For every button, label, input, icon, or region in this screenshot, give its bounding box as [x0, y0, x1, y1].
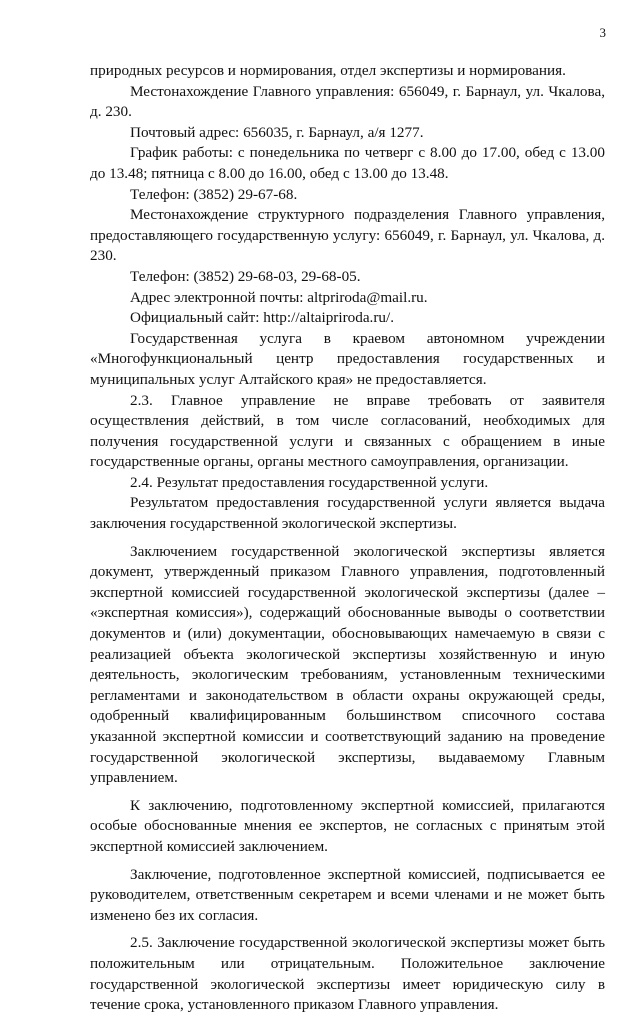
paragraph: 2.3. Главное управление не вправе требовать от заявителя осуществления действий, в том числе согласований, необходимых для получения государственной услуги и связанных с обращением в иные государственные органы, органы местного самоуправления, организации.	[90, 391, 605, 471]
paragraph: Телефон: (3852) 29-67-68.	[130, 185, 298, 203]
paragraph: Результатом предоставления государственной услуги является выдача заключения государственной экологической экспертизы.	[90, 494, 605, 533]
paragraph: природных ресурсов и нормирования, отдел экспертизы и нормирования.	[90, 62, 566, 79]
paragraph: Государственная услуга в краевом автономном учреждении «Многофункциональный центр предоставления государственных и муниципальных услуг Алтайского края» не предоставляется.	[90, 329, 605, 388]
paragraph: Местонахождение Главного управления: 656049, г. Барнаул, ул. Чкалова, д. 230.	[90, 82, 605, 121]
paragraph: 2.5. Заключение государственной экологической экспертизы может быть положительным или отрицательным. Положительное заключение государственной экологической экспертизы имеет юридическую силу в течение срока, установленного приказом Главного управления.	[90, 934, 605, 1014]
paragraph: График работы: с понедельника по четверг с 8.00 до 17.00, обед с 13.00 до 13.48; пятница с 8.00 до 16.00, обед с 13.00 до 13.48.	[90, 144, 605, 182]
paragraph: Адрес электронной почты: altpriroda@mail.ru.	[130, 288, 428, 306]
paragraph: Телефон: (3852) 29-68-03, 29-68-05.	[130, 267, 361, 285]
document-body	[90, 61, 605, 1016]
paragraph: Официальный сайт: http://altaipriroda.ru/.	[130, 309, 395, 327]
page-number: 3	[599, 25, 606, 40]
paragraph: 2.4. Результат предоставления государственной услуги.	[130, 473, 489, 491]
paragraph: Местонахождение структурного подразделения Главного управления, предоставляющего государственную услугу: 656049, г. Барнаул, ул. Чкалова, д. 230.	[90, 206, 605, 265]
paragraph: К заключению, подготовленному экспертной комиссией, прилагаются особые обоснованные мнения ее экспертов, не согласных с принятым этой экспертной комиссией заключением.	[90, 796, 605, 855]
paragraph: Заключением государственной экологической экспертизы является документ, утвержденный приказом Главного управления, подготовленный экспертной комиссией государственной экологической экспертизы (далее – «экспертная комиссия»), содержащий обоснованные выводы о соответствии документов и (или) документации, обосновывающих намечаемую в связи с реализацией объекта экологической экспертизы хозяйственную и иную деятельность, экологическим требованиям, установленным техническими регламентами и законодательством в области охраны окружающей среды, одобренный квалифицированным большинством списочного состава указанной экспертной комиссии и соответствующий заданию на проведение государственной экологической экспертизы, выдаваемому Главным управлением.	[90, 542, 605, 787]
paragraph: Почтовый адрес: 656035, г. Барнаул, а/я 1277.	[130, 123, 424, 141]
paragraph: Заключение, подготовленное экспертной комиссией, подписывается ее руководителем, ответственным секретарем и всеми членами и не может быть изменено без их согласия.	[90, 865, 605, 924]
